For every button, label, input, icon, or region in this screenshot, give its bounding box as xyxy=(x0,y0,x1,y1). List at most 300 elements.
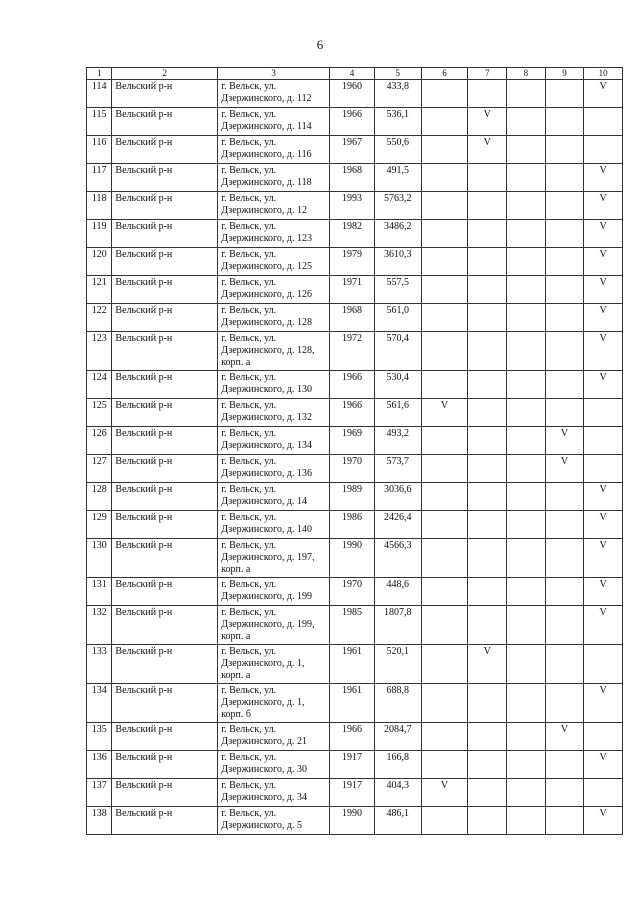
address-cell xyxy=(218,578,330,606)
table-row xyxy=(87,684,623,723)
table-row xyxy=(87,164,623,192)
mark-cell-col-10: V xyxy=(584,684,623,723)
mark-cell-col-7 xyxy=(468,779,507,807)
address-line: Дзержинского, д. 134 xyxy=(221,440,312,451)
address-line: г. Вельск, ул. xyxy=(221,81,277,92)
year-cell: 1917 xyxy=(330,751,375,779)
year-cell: 1917 xyxy=(330,779,375,807)
mark-cell-col-8 xyxy=(507,276,546,304)
mark-cell-col-7 xyxy=(468,684,507,723)
address-line: Дзержинского, д. 114 xyxy=(221,121,312,132)
mark-cell-col-8 xyxy=(507,164,546,192)
address-line: Дзержинского, д. 132 xyxy=(221,412,312,423)
mark-cell-col-10: V xyxy=(584,248,623,276)
address-cell xyxy=(218,399,330,427)
mark-cell-col-10: V xyxy=(584,192,623,220)
mark-cell-col-9 xyxy=(545,332,584,371)
mark-cell-col-8 xyxy=(507,684,546,723)
area-cell: 493,2 xyxy=(374,427,421,455)
mark-cell-col-7 xyxy=(468,399,507,427)
area-cell: 550,6 xyxy=(374,136,421,164)
row-number-cell: 117 xyxy=(87,164,112,192)
table-row xyxy=(87,427,623,455)
row-number-cell: 138 xyxy=(87,807,112,835)
mark-cell-col-10: V xyxy=(584,164,623,192)
year-cell: 1990 xyxy=(330,539,375,578)
address-cell xyxy=(218,483,330,511)
address-cell xyxy=(218,427,330,455)
column-header: 5 xyxy=(374,68,421,80)
mark-cell-col-7 xyxy=(468,427,507,455)
address-line: Дзержинского, д. 1, xyxy=(221,658,305,669)
mark-cell-col-7 xyxy=(468,304,507,332)
address-line: Дзержинского, д. 136 xyxy=(221,468,312,479)
mark-cell-col-7 xyxy=(468,80,507,108)
address-line: Дзержинского, д. 128, xyxy=(221,345,315,356)
district-cell: Вельский р-н xyxy=(112,371,218,399)
mark-cell-col-9 xyxy=(545,539,584,578)
table-row xyxy=(87,539,623,578)
mark-cell-col-6 xyxy=(421,511,468,539)
mark-cell-col-6 xyxy=(421,304,468,332)
address-line: г. Вельск, ул. xyxy=(221,484,277,495)
year-cell: 1993 xyxy=(330,192,375,220)
table-row xyxy=(87,136,623,164)
district-cell: Вельский р-н xyxy=(112,136,218,164)
address-cell xyxy=(218,723,330,751)
district-cell: Вельский р-н xyxy=(112,723,218,751)
mark-cell-col-7 xyxy=(468,723,507,751)
table-row xyxy=(87,645,623,684)
address-line: г. Вельск, ул. xyxy=(221,808,277,819)
area-cell: 561,6 xyxy=(374,399,421,427)
table-row xyxy=(87,108,623,136)
mark-cell-col-10: V xyxy=(584,483,623,511)
row-number-cell: 122 xyxy=(87,304,112,332)
column-header: 1 xyxy=(87,68,112,80)
table-row xyxy=(87,371,623,399)
address-line: г. Вельск, ул. xyxy=(221,137,277,148)
address-cell xyxy=(218,164,330,192)
address-line: г. Вельск, ул. xyxy=(221,752,277,763)
year-cell: 1961 xyxy=(330,684,375,723)
area-cell: 166,8 xyxy=(374,751,421,779)
address-line: г. Вельск, ул. xyxy=(221,305,277,316)
mark-cell-col-6 xyxy=(421,108,468,136)
address-cell xyxy=(218,332,330,371)
address-line: г. Вельск, ул. xyxy=(221,540,277,551)
mark-cell-col-8 xyxy=(507,539,546,578)
mark-cell-col-9 xyxy=(545,276,584,304)
area-cell: 570,4 xyxy=(374,332,421,371)
mark-cell-col-6 xyxy=(421,645,468,684)
address-line: г. Вельск, ул. xyxy=(221,456,277,467)
mark-cell-col-9 xyxy=(545,578,584,606)
mark-cell-col-7 xyxy=(468,220,507,248)
address-line: г. Вельск, ул. xyxy=(221,333,277,344)
mark-cell-col-9 xyxy=(545,511,584,539)
mark-cell-col-8 xyxy=(507,192,546,220)
area-cell: 520,1 xyxy=(374,645,421,684)
mark-cell-col-9 xyxy=(545,220,584,248)
row-number-cell: 133 xyxy=(87,645,112,684)
address-line: корп. а xyxy=(221,564,251,575)
mark-cell-col-6 xyxy=(421,606,468,645)
column-header: 6 xyxy=(421,68,468,80)
mark-cell-col-6 xyxy=(421,80,468,108)
address-line: Дзержинского, д. 128 xyxy=(221,317,312,328)
district-cell: Вельский р-н xyxy=(112,108,218,136)
address-cell xyxy=(218,684,330,723)
mark-cell-col-8 xyxy=(507,606,546,645)
mark-cell-col-10: V xyxy=(584,606,623,645)
page-number: 6 xyxy=(316,37,324,52)
mark-cell-col-9 xyxy=(545,80,584,108)
area-cell: 688,8 xyxy=(374,684,421,723)
mark-cell-col-6 xyxy=(421,807,468,835)
mark-cell-col-9 xyxy=(545,606,584,645)
mark-cell-col-7 xyxy=(468,483,507,511)
mark-cell-col-6 xyxy=(421,276,468,304)
mark-cell-col-8 xyxy=(507,723,546,751)
mark-cell-col-10 xyxy=(584,136,623,164)
mark-cell-col-7 xyxy=(468,248,507,276)
mark-cell-col-9 xyxy=(545,136,584,164)
row-number-cell: 124 xyxy=(87,371,112,399)
mark-cell-col-6 xyxy=(421,455,468,483)
year-cell: 1989 xyxy=(330,483,375,511)
mark-cell-col-8 xyxy=(507,578,546,606)
mark-cell-col-7 xyxy=(468,511,507,539)
mark-cell-col-6 xyxy=(421,539,468,578)
address-line: Дзержинского, д. 130 xyxy=(221,384,312,395)
table-row xyxy=(87,483,623,511)
address-cell xyxy=(218,807,330,835)
address-line: г. Вельск, ул. xyxy=(221,372,277,383)
mark-cell-col-10: V xyxy=(584,539,623,578)
year-cell: 1968 xyxy=(330,304,375,332)
year-cell: 1966 xyxy=(330,371,375,399)
mark-cell-col-8 xyxy=(507,136,546,164)
table-row xyxy=(87,192,623,220)
address-line: Дзержинского, д. 123 xyxy=(221,233,312,244)
row-number-cell: 130 xyxy=(87,539,112,578)
mark-cell-col-9: V xyxy=(545,723,584,751)
mark-cell-col-6 xyxy=(421,332,468,371)
year-cell: 1967 xyxy=(330,136,375,164)
address-line: г. Вельск, ул. xyxy=(221,277,277,288)
mark-cell-col-8 xyxy=(507,455,546,483)
mark-cell-col-10 xyxy=(584,723,623,751)
address-cell xyxy=(218,136,330,164)
table-row xyxy=(87,304,623,332)
mark-cell-col-6 xyxy=(421,483,468,511)
address-line: г. Вельск, ул. xyxy=(221,165,277,176)
address-line: Дзержинского, д. 14 xyxy=(221,496,307,507)
table-row xyxy=(87,511,623,539)
address-cell xyxy=(218,108,330,136)
mark-cell-col-10 xyxy=(584,108,623,136)
address-line: Дзержинского, д. 125 xyxy=(221,261,312,272)
mark-cell-col-8 xyxy=(507,108,546,136)
year-cell: 1966 xyxy=(330,723,375,751)
mark-cell-col-7: V xyxy=(468,108,507,136)
mark-cell-col-6 xyxy=(421,751,468,779)
mark-cell-col-10: V xyxy=(584,220,623,248)
row-number-cell: 115 xyxy=(87,108,112,136)
address-line: Дзержинского, д. 199, xyxy=(221,619,315,630)
area-cell: 530,4 xyxy=(374,371,421,399)
area-cell: 3610,3 xyxy=(374,248,421,276)
row-number-cell: 118 xyxy=(87,192,112,220)
address-line: Дзержинского, д. 118 xyxy=(221,177,312,188)
mark-cell-col-8 xyxy=(507,427,546,455)
mark-cell-col-9 xyxy=(545,807,584,835)
mark-cell-col-10 xyxy=(584,645,623,684)
table-row xyxy=(87,455,623,483)
year-cell: 1966 xyxy=(330,108,375,136)
area-cell: 448,6 xyxy=(374,578,421,606)
year-cell: 1979 xyxy=(330,248,375,276)
mark-cell-col-10: V xyxy=(584,807,623,835)
header-row xyxy=(87,68,623,80)
table-row xyxy=(87,276,623,304)
year-cell: 1969 xyxy=(330,427,375,455)
mark-cell-col-7 xyxy=(468,606,507,645)
address-line: Дзержинского, д. 112 xyxy=(221,93,312,104)
area-cell: 3036,6 xyxy=(374,483,421,511)
address-cell xyxy=(218,606,330,645)
area-cell: 2084,7 xyxy=(374,723,421,751)
row-number-cell: 135 xyxy=(87,723,112,751)
table-body xyxy=(87,80,623,835)
district-cell: Вельский р-н xyxy=(112,455,218,483)
address-line: г. Вельск, ул. xyxy=(221,685,277,696)
table-row xyxy=(87,606,623,645)
mark-cell-col-10 xyxy=(584,779,623,807)
mark-cell-col-7 xyxy=(468,332,507,371)
table-row xyxy=(87,220,623,248)
district-cell: Вельский р-н xyxy=(112,332,218,371)
row-number-cell: 136 xyxy=(87,751,112,779)
mark-cell-col-6 xyxy=(421,136,468,164)
table-row xyxy=(87,723,623,751)
district-cell: Вельский р-н xyxy=(112,220,218,248)
address-line: корп. б xyxy=(221,709,251,720)
mark-cell-col-6 xyxy=(421,427,468,455)
mark-cell-col-9 xyxy=(545,304,584,332)
year-cell: 1972 xyxy=(330,332,375,371)
address-cell xyxy=(218,455,330,483)
address-line: Дзержинского, д. 34 xyxy=(221,792,307,803)
address-cell xyxy=(218,779,330,807)
address-cell xyxy=(218,751,330,779)
mark-cell-col-7 xyxy=(468,807,507,835)
address-line: Дзержинского, д. 1, xyxy=(221,697,305,708)
address-cell xyxy=(218,371,330,399)
mark-cell-col-8 xyxy=(507,80,546,108)
mark-cell-col-8 xyxy=(507,483,546,511)
column-header: 10 xyxy=(584,68,623,80)
column-header: 8 xyxy=(507,68,546,80)
area-cell: 536,1 xyxy=(374,108,421,136)
mark-cell-col-7 xyxy=(468,539,507,578)
row-number-cell: 128 xyxy=(87,483,112,511)
mark-cell-col-7: V xyxy=(468,645,507,684)
address-line: Дзержинского, д. 12 xyxy=(221,205,307,216)
mark-cell-col-8 xyxy=(507,220,546,248)
address-line: г. Вельск, ул. xyxy=(221,607,277,618)
year-cell: 1960 xyxy=(330,80,375,108)
column-header: 9 xyxy=(545,68,584,80)
mark-cell-col-9 xyxy=(545,192,584,220)
district-cell: Вельский р-н xyxy=(112,539,218,578)
year-cell: 1961 xyxy=(330,645,375,684)
address-line: г. Вельск, ул. xyxy=(221,193,277,204)
area-cell: 491,5 xyxy=(374,164,421,192)
area-cell: 2426,4 xyxy=(374,511,421,539)
area-cell: 4566,3 xyxy=(374,539,421,578)
column-header: 3 xyxy=(218,68,330,80)
area-cell: 5763,2 xyxy=(374,192,421,220)
mark-cell-col-10 xyxy=(584,399,623,427)
district-cell: Вельский р-н xyxy=(112,645,218,684)
column-header: 2 xyxy=(112,68,218,80)
address-line: Дзержинского, д. 197, xyxy=(221,552,315,563)
district-cell: Вельский р-н xyxy=(112,276,218,304)
mark-cell-col-10: V xyxy=(584,578,623,606)
year-cell: 1985 xyxy=(330,606,375,645)
table-row xyxy=(87,779,623,807)
row-number-cell: 127 xyxy=(87,455,112,483)
district-cell: Вельский р-н xyxy=(112,606,218,645)
district-cell: Вельский р-н xyxy=(112,779,218,807)
address-line: корп. а xyxy=(221,670,251,681)
district-cell: Вельский р-н xyxy=(112,248,218,276)
table-row xyxy=(87,807,623,835)
area-cell: 404,3 xyxy=(374,779,421,807)
mark-cell-col-8 xyxy=(507,645,546,684)
address-line: Дзержинского, д. 30 xyxy=(221,764,307,775)
mark-cell-col-7 xyxy=(468,276,507,304)
address-line: г. Вельск, ул. xyxy=(221,221,277,232)
address-cell xyxy=(218,248,330,276)
address-line: корп. а xyxy=(221,631,251,642)
address-line: г. Вельск, ул. xyxy=(221,780,277,791)
mark-cell-col-10: V xyxy=(584,304,623,332)
mark-cell-col-8 xyxy=(507,332,546,371)
mark-cell-col-6: V xyxy=(421,399,468,427)
year-cell: 1970 xyxy=(330,578,375,606)
address-cell xyxy=(218,80,330,108)
mark-cell-col-6 xyxy=(421,578,468,606)
address-line: г. Вельск, ул. xyxy=(221,512,277,523)
year-cell: 1968 xyxy=(330,164,375,192)
address-line: г. Вельск, ул. xyxy=(221,646,277,657)
address-line: г. Вельск, ул. xyxy=(221,109,277,120)
mark-cell-col-8 xyxy=(507,399,546,427)
row-number-cell: 131 xyxy=(87,578,112,606)
district-cell: Вельский р-н xyxy=(112,192,218,220)
district-cell: Вельский р-н xyxy=(112,483,218,511)
mark-cell-col-7 xyxy=(468,751,507,779)
mark-cell-col-10: V xyxy=(584,371,623,399)
address-line: Дзержинского, д. 199 xyxy=(221,591,312,602)
mark-cell-col-9 xyxy=(545,779,584,807)
address-line: Дзержинского, д. 126 xyxy=(221,289,312,300)
mark-cell-col-7: V xyxy=(468,136,507,164)
area-cell: 573,7 xyxy=(374,455,421,483)
mark-cell-col-7 xyxy=(468,192,507,220)
table-row xyxy=(87,578,623,606)
row-number-cell: 125 xyxy=(87,399,112,427)
year-cell: 1986 xyxy=(330,511,375,539)
area-cell: 486,1 xyxy=(374,807,421,835)
mark-cell-col-9 xyxy=(545,371,584,399)
row-number-cell: 120 xyxy=(87,248,112,276)
row-number-cell: 123 xyxy=(87,332,112,371)
mark-cell-col-9: V xyxy=(545,427,584,455)
district-cell: Вельский р-н xyxy=(112,684,218,723)
area-cell: 561,0 xyxy=(374,304,421,332)
mark-cell-col-6 xyxy=(421,248,468,276)
district-cell: Вельский р-н xyxy=(112,807,218,835)
address-cell xyxy=(218,304,330,332)
year-cell: 1982 xyxy=(330,220,375,248)
mark-cell-col-8 xyxy=(507,371,546,399)
table-row xyxy=(87,248,623,276)
mark-cell-col-10: V xyxy=(584,332,623,371)
mark-cell-col-6 xyxy=(421,371,468,399)
mark-cell-col-8 xyxy=(507,304,546,332)
area-cell: 433,8 xyxy=(374,80,421,108)
mark-cell-col-10 xyxy=(584,427,623,455)
mark-cell-col-6 xyxy=(421,220,468,248)
mark-cell-col-10: V xyxy=(584,751,623,779)
mark-cell-col-10: V xyxy=(584,276,623,304)
address-cell xyxy=(218,645,330,684)
mark-cell-col-9 xyxy=(545,751,584,779)
mark-cell-col-8 xyxy=(507,807,546,835)
mark-cell-col-7 xyxy=(468,578,507,606)
mark-cell-col-8 xyxy=(507,779,546,807)
year-cell: 1966 xyxy=(330,399,375,427)
address-cell xyxy=(218,276,330,304)
buildings-table xyxy=(86,67,623,835)
row-number-cell: 121 xyxy=(87,276,112,304)
mark-cell-col-8 xyxy=(507,511,546,539)
mark-cell-col-6: V xyxy=(421,779,468,807)
mark-cell-col-9 xyxy=(545,108,584,136)
row-number-cell: 129 xyxy=(87,511,112,539)
mark-cell-col-9 xyxy=(545,684,584,723)
address-line: корп. а xyxy=(221,357,251,368)
table-row xyxy=(87,332,623,371)
district-cell: Вельский р-н xyxy=(112,511,218,539)
mark-cell-col-7 xyxy=(468,455,507,483)
year-cell: 1971 xyxy=(330,276,375,304)
address-line: Дзержинского, д. 21 xyxy=(221,736,307,747)
area-cell: 3486,2 xyxy=(374,220,421,248)
row-number-cell: 137 xyxy=(87,779,112,807)
address-line: г. Вельск, ул. xyxy=(221,249,277,260)
mark-cell-col-9 xyxy=(545,645,584,684)
table-row xyxy=(87,751,623,779)
mark-cell-col-6 xyxy=(421,723,468,751)
address-cell xyxy=(218,192,330,220)
address-line: г. Вельск, ул. xyxy=(221,428,277,439)
address-line: г. Вельск, ул. xyxy=(221,724,277,735)
